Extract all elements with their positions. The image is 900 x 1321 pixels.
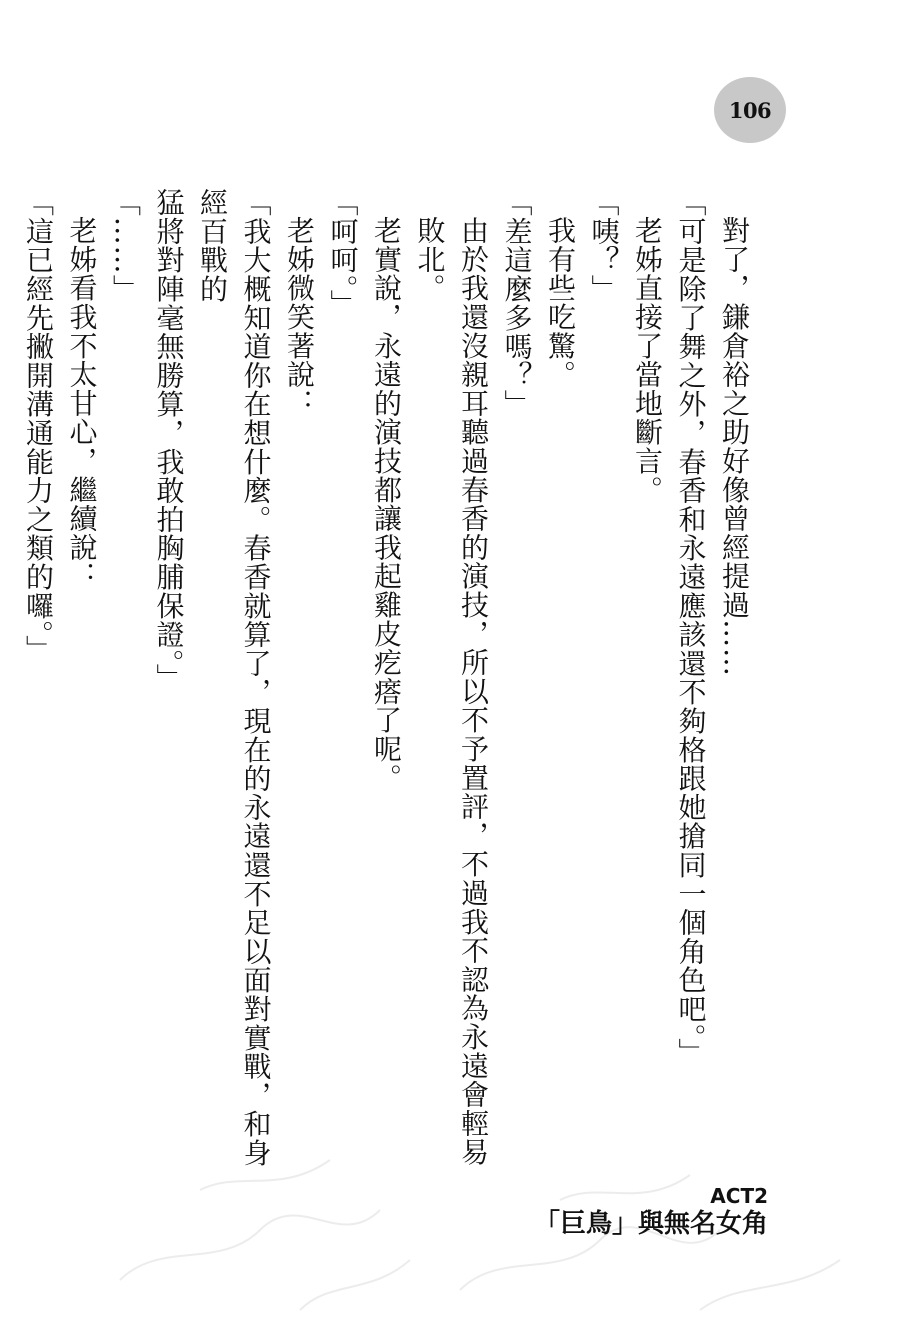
body-line: 「咦？」 bbox=[587, 188, 621, 304]
body-line: 「這已經先撇開溝通能力之類的囉。」 bbox=[22, 188, 55, 664]
body-line: 「可是除了舞之外，春香和永遠應該還不夠格跟她搶同一個角色吧。」 bbox=[674, 188, 708, 1067]
chapter-footer bbox=[534, 1184, 768, 1240]
chapter-act-label: ACT2 bbox=[710, 1184, 768, 1208]
body-line: 我有些吃驚。 bbox=[544, 216, 577, 389]
body-line: 老姊微笑著說： bbox=[283, 216, 316, 418]
body-line: 由於我還沒親耳聽過春香的演技，所以不予置評，不過我不認為永遠會輕易敗北。 bbox=[413, 216, 490, 1167]
body-line: 「差這麼多嗎？」 bbox=[500, 188, 534, 419]
body-line: 老實說，永遠的演技都讓我起雞皮疙瘩了呢。 bbox=[370, 216, 403, 792]
body-line: 「呵呵。」 bbox=[326, 188, 360, 318]
body-line: 老姊看我不太甘心，繼續說： bbox=[65, 216, 99, 591]
body-line: 「我大概知道你在想什麼。春香就算了，現在的永遠還不足以面對實戰，和身經百戰的 bbox=[196, 188, 273, 1168]
vertical-text-body bbox=[17, 188, 757, 1188]
body-line: 對了，鎌倉裕之助好像曾經提過…… bbox=[718, 216, 751, 677]
page-number-badge bbox=[714, 77, 786, 143]
chapter-title: 「巨鳥」與無名女角 bbox=[533, 1209, 768, 1239]
page-number: 106 bbox=[728, 97, 772, 123]
body-line: 猛將對陣毫無勝算，我敢拍胸脯保證。」 bbox=[152, 188, 186, 693]
body-line: 「……」 bbox=[109, 188, 142, 304]
body-line: 老姊直接了當地斷言。 bbox=[631, 216, 664, 504]
